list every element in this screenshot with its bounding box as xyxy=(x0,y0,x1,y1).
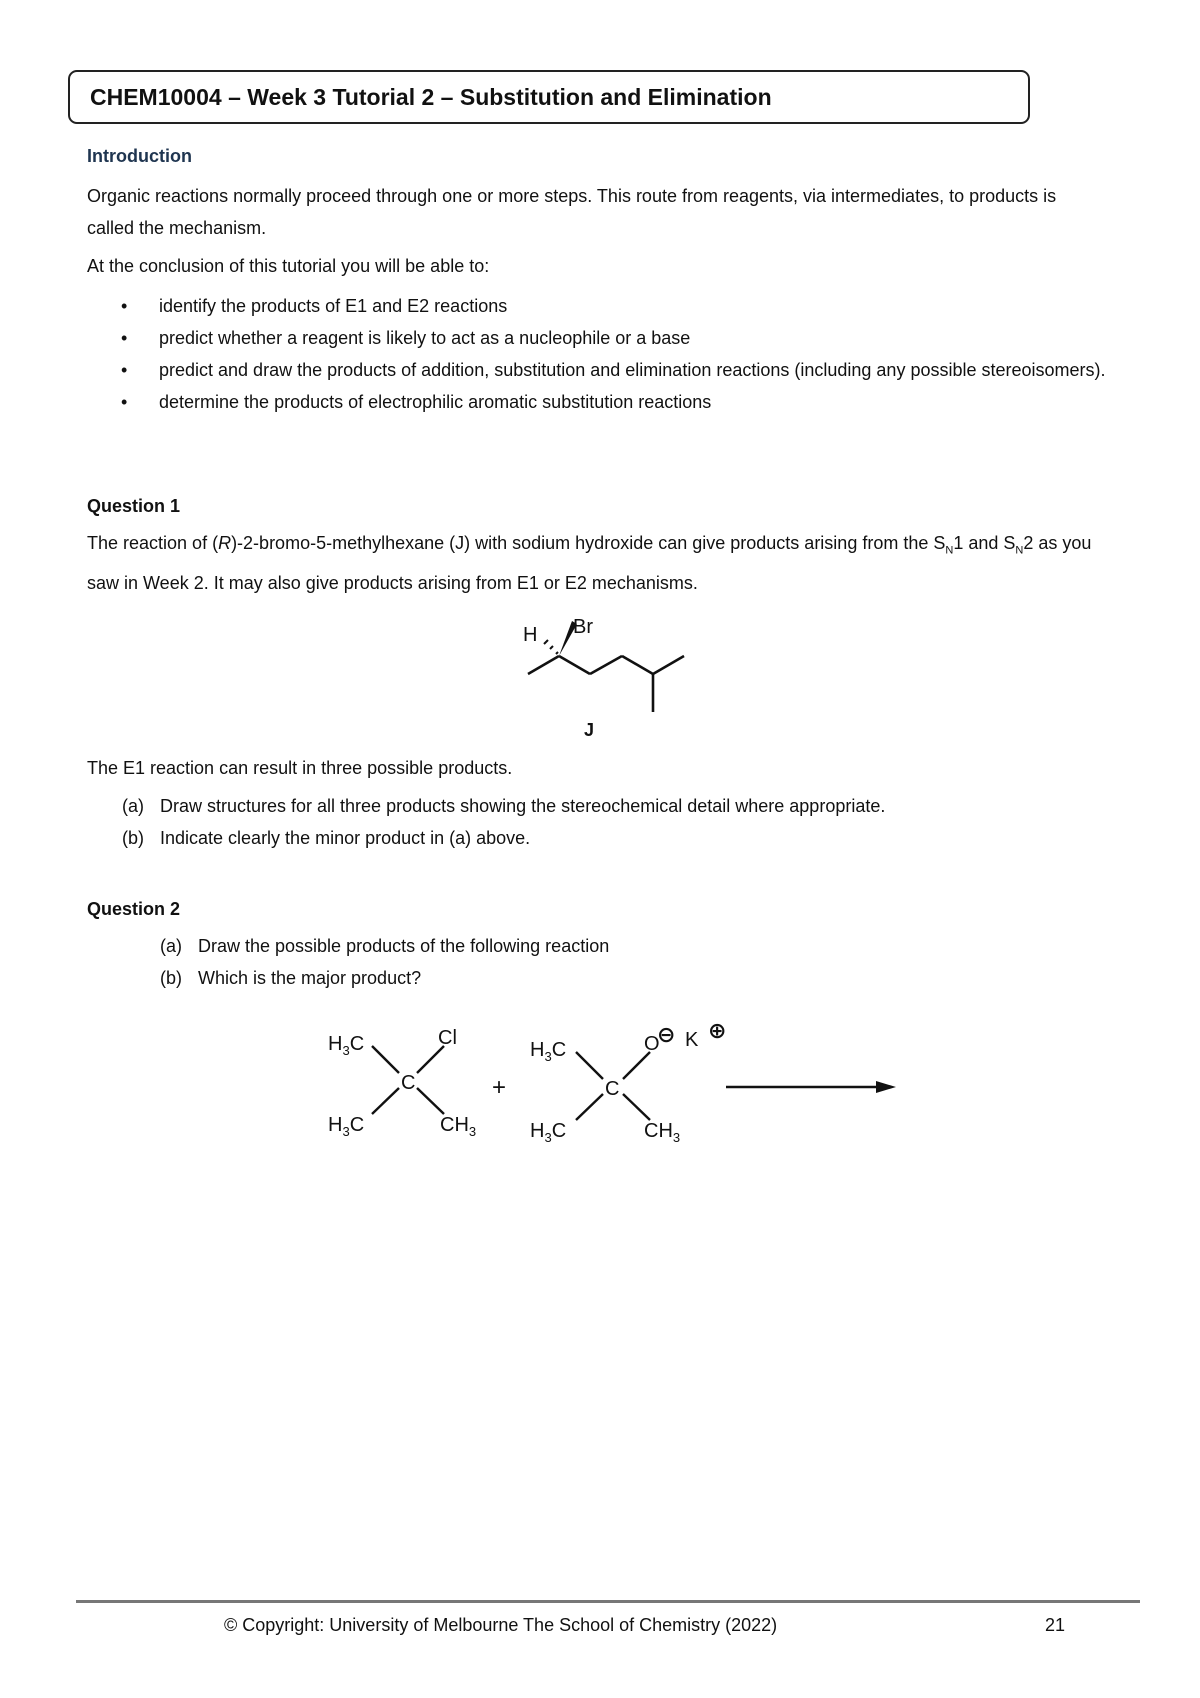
objective-item: • predict whether a reagent is likely to act as a nucleophile or a base xyxy=(87,322,1127,354)
reaction-arrow-head xyxy=(876,1081,896,1093)
question-2-parts xyxy=(160,930,1060,994)
right-methyl-right: $CH_3$ xyxy=(644,1120,681,1145)
question-1-parts xyxy=(122,790,1122,854)
hydrogen-label: H xyxy=(523,624,538,646)
left-chlorine: Cl xyxy=(438,1027,457,1049)
left-methyl-top: $H_3C$ xyxy=(328,1033,365,1058)
page-number: 21 xyxy=(1045,1615,1066,1635)
footer-divider xyxy=(76,1600,1140,1603)
positive-charge-icon: ⊕ xyxy=(708,1018,727,1043)
question-1-part-b: (b) Indicate clearly the minor product in (a) above. xyxy=(122,828,531,848)
footer-copyright: © Copyright: University of Melbourne The School of Chemistry (2022) xyxy=(224,1615,778,1635)
objective-item: • determine the products of electrophilic aromatic substitution reactions xyxy=(87,386,1127,418)
bromine-label: Br xyxy=(573,616,593,638)
left-central-carbon: C xyxy=(401,1072,416,1094)
potassium-label: K xyxy=(685,1029,699,1051)
page-title-text: CHEM10004 – Week 3 Tutorial 2 – Substitution and Elimination xyxy=(90,83,772,110)
left-methyl-right: $CH_3$ xyxy=(440,1114,477,1139)
question-1-heading: Question 1 xyxy=(87,496,181,516)
plus-sign: + xyxy=(492,1074,507,1101)
reaction-scheme xyxy=(320,1010,900,1160)
question-2-heading: Question 2 xyxy=(87,899,181,919)
right-methyl-top: $H_3C$ xyxy=(530,1039,567,1064)
objective-item: • predict and draw the products of addition, substitution and elimination reactions (including any possible stereoisomers). xyxy=(87,354,1127,386)
right-central-carbon: C xyxy=(605,1078,620,1100)
right-oxygen: O xyxy=(644,1033,660,1055)
left-methyl-bottom: $H_3C$ xyxy=(328,1114,365,1139)
negative-charge-icon: ⊖ xyxy=(657,1022,676,1047)
page-title xyxy=(68,70,1030,124)
objectives-list xyxy=(87,290,1127,418)
molecule-j xyxy=(500,600,720,740)
e1-statement: The E1 reaction can result in three possible products. xyxy=(87,758,513,778)
introduction-heading: Introduction xyxy=(87,146,192,166)
question-2-part-b: (b) Which is the major product? xyxy=(160,968,422,988)
question-2-part-a: (a) Draw the possible products of the following reaction xyxy=(160,936,610,956)
molecule-j-caption: J xyxy=(584,720,595,740)
question-1-part-a: (a) Draw structures for all three products showing the stereochemical detail where appropriate. xyxy=(122,796,886,816)
right-methyl-bottom: $H_3C$ xyxy=(530,1120,567,1145)
objectives-lead: At the conclusion of this tutorial you will be able to: xyxy=(87,256,490,276)
introduction-paragraph: Organic reactions normally proceed through one or more steps. This route from reagents, via intermediates, to products is called the mechanism. xyxy=(87,186,1057,238)
question-1-paragraph: The reaction of (R)-2-bromo-5-methylhexane (J) with sodium hydroxide can give products arising from the $S_N1$ and $S_N2$ as you saw in Week 2. It may also give products arising from E1 or E2 mechanisms. xyxy=(87,533,1092,593)
objective-item: • identify the products of E1 and E2 reactions xyxy=(87,290,1127,322)
